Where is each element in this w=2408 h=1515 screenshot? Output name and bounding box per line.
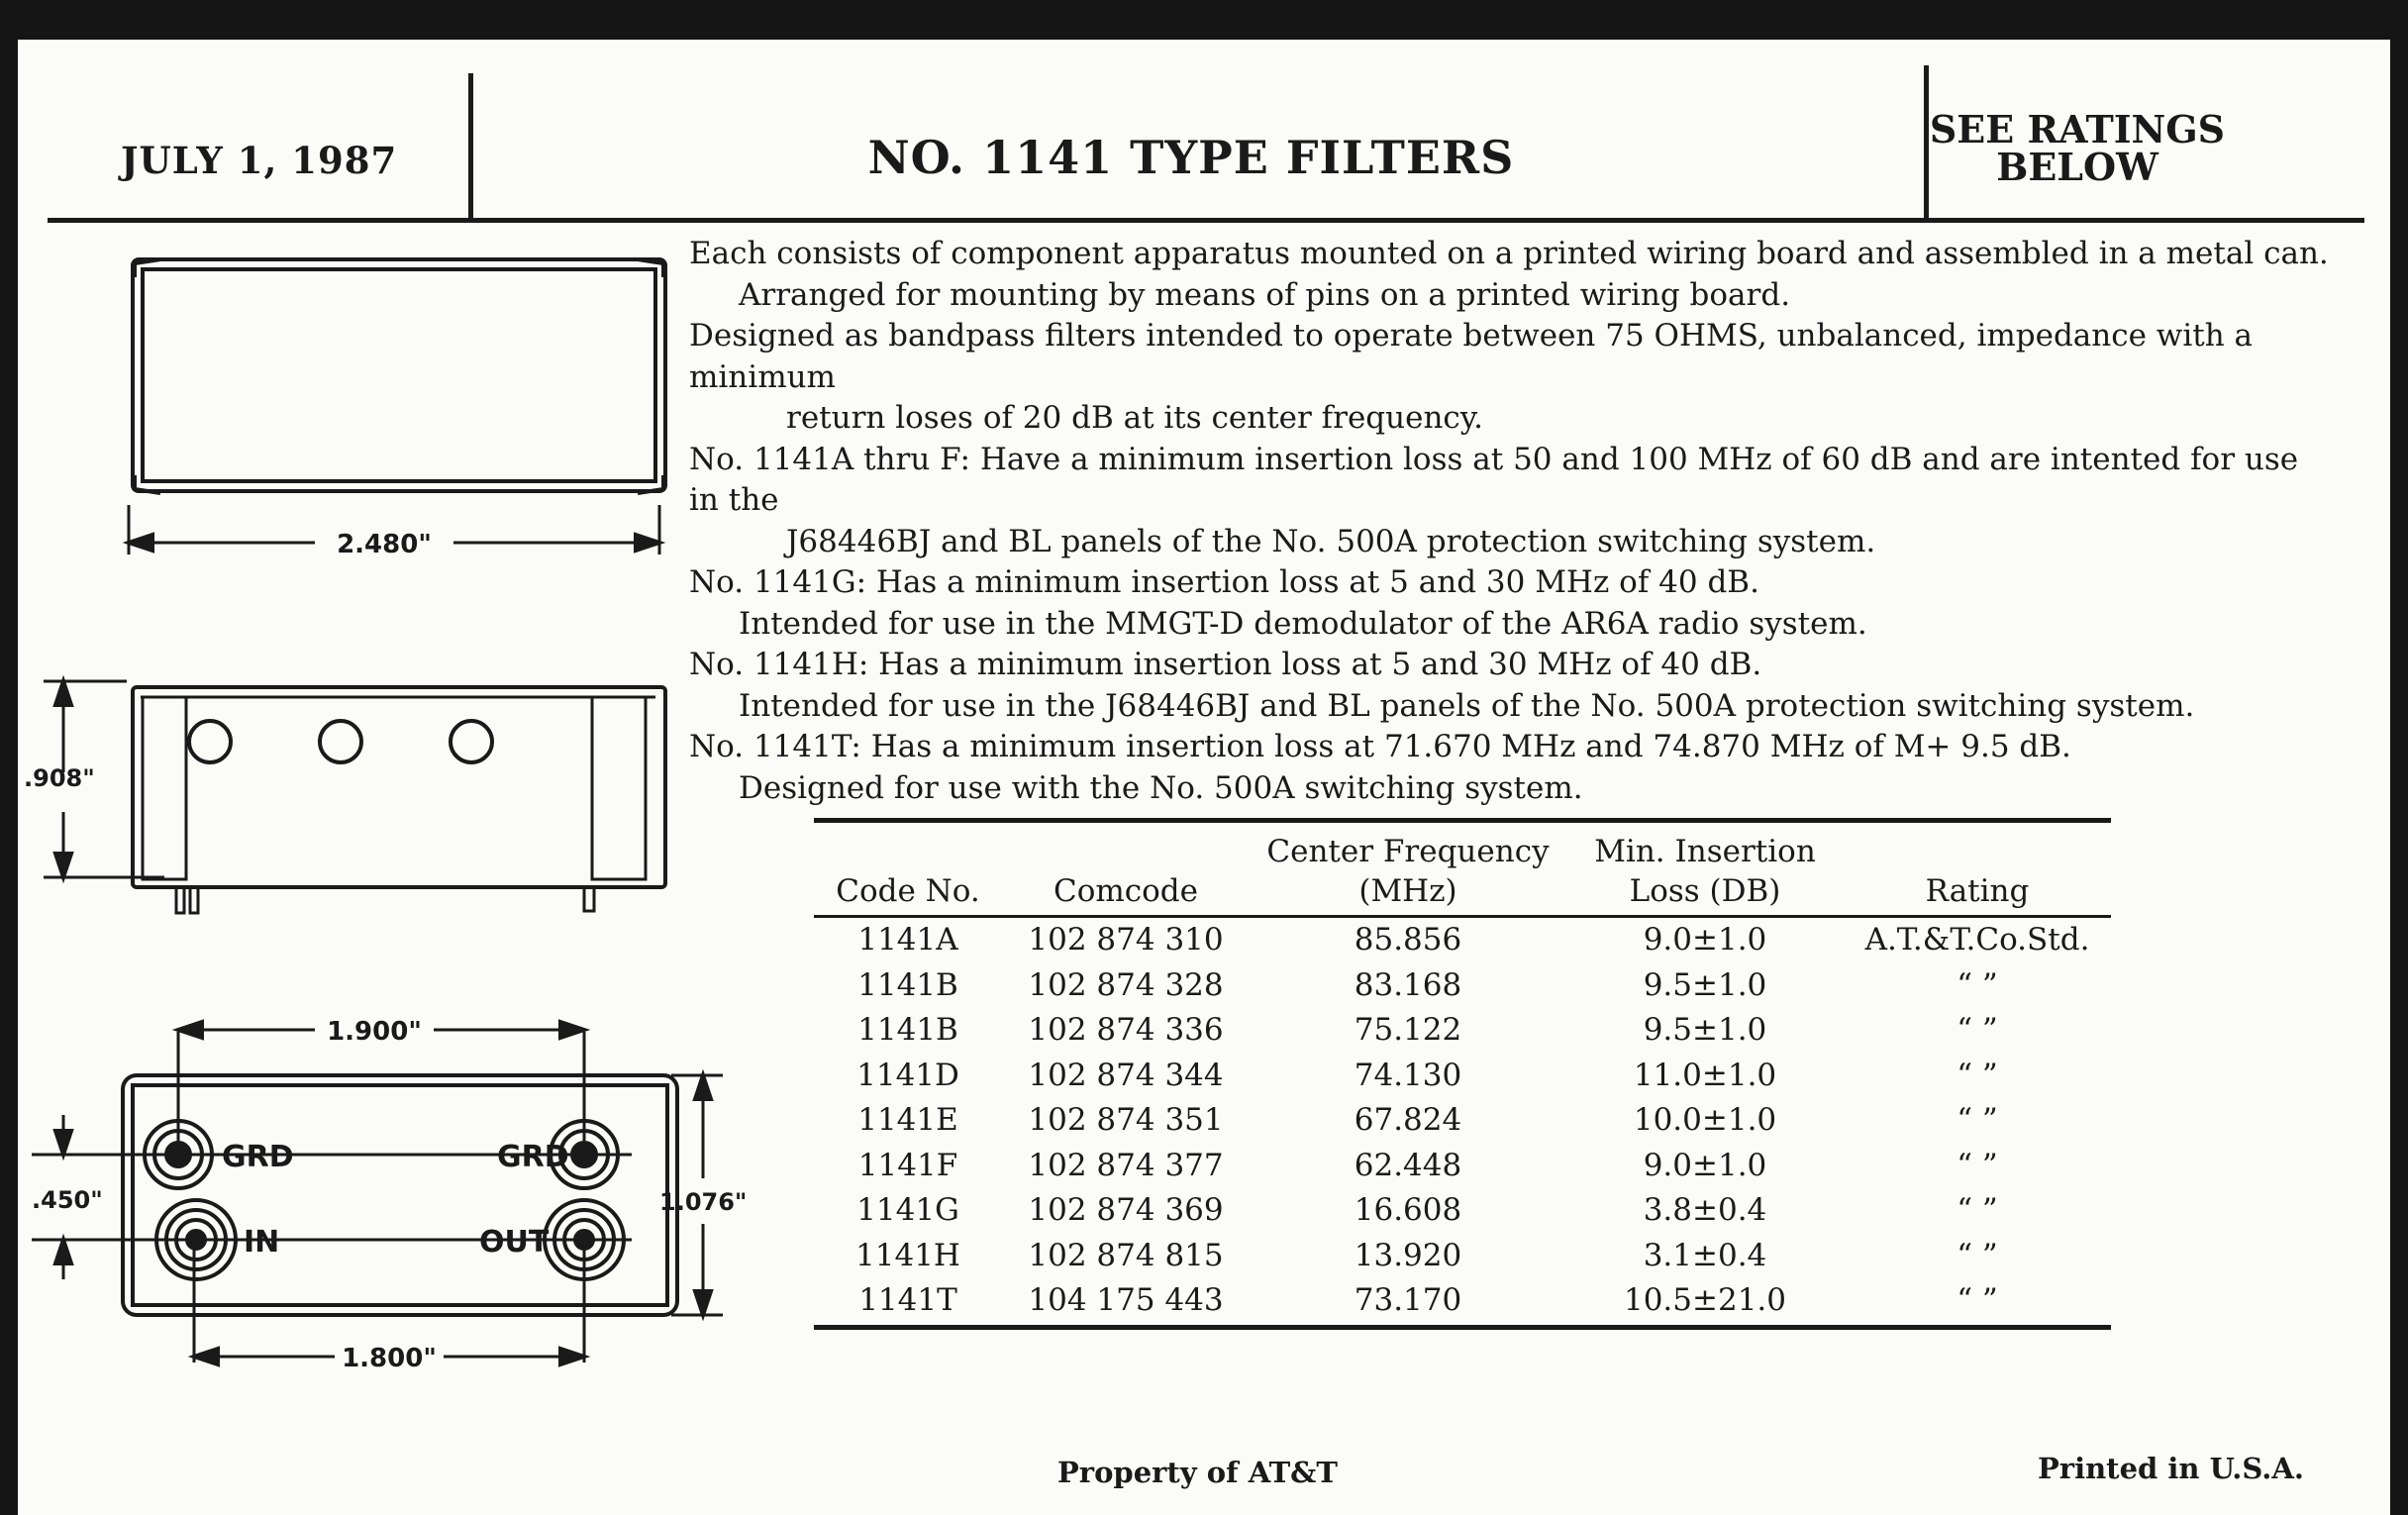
out-terminal [545, 1200, 624, 1279]
grd-label-left: GRD [222, 1140, 294, 1174]
ratings-note [1929, 107, 2226, 189]
column-header-loss-line1: Min. Insertion [1594, 834, 1816, 869]
cell-rating: A.T.&T.Co.Std. [1864, 922, 2090, 958]
description-line: return loses of 20 dB at its center frequency. [786, 400, 1484, 436]
column-header-loss [1566, 814, 1844, 917]
description [689, 234, 2333, 809]
cell-comcode: 102 874 377 [1028, 1147, 1224, 1183]
side-view-hole [451, 721, 492, 762]
description-line: No. 1141T: Has a minimum insertion loss at 71.670 MHz and 74.870 MHz of M+ 9.5 dB. [689, 729, 2071, 764]
table-row [814, 1008, 2111, 1054]
description-line: Designed for use with the No. 500A switching system. [739, 769, 1583, 806]
cell-rating: “ ” [1956, 1237, 1998, 1273]
cell-rating: “ ” [1956, 966, 1998, 1003]
table-row [814, 1098, 2111, 1144]
column-header-rating: Rating [1844, 814, 2111, 917]
cell-code: 1141H [855, 1237, 960, 1273]
cell-loss: 3.1±0.4 [1643, 1237, 1767, 1273]
cell-comcode: 102 874 815 [1028, 1237, 1224, 1273]
cell-code: 1141E [857, 1102, 958, 1138]
grd-terminal-left [145, 1121, 212, 1188]
description-line: No. 1141G: Has a minimum insertion loss at 5 and 30 MHz of 40 dB. [689, 564, 1759, 600]
table-row [814, 1054, 2111, 1099]
cell-comcode: 102 874 351 [1028, 1102, 1224, 1138]
ratings-note-line1: SEE RATINGS [1929, 107, 2226, 152]
description-paragraph [689, 645, 2333, 727]
cell-rating: “ ” [1956, 1192, 1998, 1228]
document-title: NO. 1141 TYPE FILTERS [867, 131, 1515, 184]
cell-code: 1141B [857, 966, 958, 1003]
cell-frequency: 67.824 [1354, 1102, 1462, 1138]
filter-drawings [18, 40, 748, 1373]
table-row [814, 917, 2111, 963]
cell-frequency: 16.608 [1354, 1192, 1462, 1228]
table-row [814, 1278, 2111, 1324]
description-paragraph [689, 234, 2333, 316]
cell-frequency: 62.448 [1354, 1147, 1462, 1183]
table-row [814, 1234, 2111, 1279]
in-terminal [156, 1200, 236, 1279]
table-bottom-rule [814, 1325, 2111, 1330]
cell-frequency: 83.168 [1354, 966, 1462, 1003]
column-header-code: Code No. [814, 814, 1002, 917]
cell-frequency: 13.920 [1354, 1237, 1462, 1273]
description-paragraph [689, 316, 2333, 440]
column-header-frequency [1250, 814, 1566, 917]
cell-comcode: 104 175 443 [1028, 1282, 1224, 1318]
description-line: Each consists of component apparatus mounted on a printed wiring board and assembled in a metal can. [689, 236, 2329, 271]
grd-label-right: GRD [497, 1140, 569, 1174]
footer-printed: Printed in U.S.A. [2038, 1452, 2304, 1485]
side-view-drawing [44, 681, 665, 913]
cell-comcode: 102 874 336 [1028, 1012, 1224, 1048]
cell-loss: 11.0±1.0 [1633, 1057, 1777, 1093]
pin-spacing-bottom-dimension: 1.800" [342, 1344, 437, 1373]
side-view-hole [320, 721, 361, 762]
side-view-hole [189, 721, 231, 762]
description-line: Intended for use in the J68446BJ and BL panels of the No. 500A protection switching system. [739, 687, 2195, 724]
cell-code: 1141A [857, 922, 958, 958]
cell-frequency: 74.130 [1354, 1057, 1462, 1093]
in-label: IN [244, 1225, 280, 1260]
cell-rating: “ ” [1956, 1057, 1998, 1093]
bottom-view-drawing [32, 1022, 723, 1364]
depth-dimension: 1.076" [659, 1188, 748, 1216]
cell-comcode: 102 874 328 [1028, 966, 1224, 1003]
cell-frequency: 75.122 [1354, 1012, 1462, 1048]
cell-rating: “ ” [1956, 1102, 1998, 1138]
description-paragraph [689, 727, 2333, 809]
footer-property: Property of AT&T [1057, 1456, 1338, 1489]
table-row [814, 1188, 2111, 1234]
pin-spacing-top-dimension: 1.900" [327, 1017, 422, 1047]
document-sheet [18, 40, 2390, 1515]
cell-comcode: 102 874 310 [1028, 922, 1224, 958]
cell-loss: 10.5±21.0 [1623, 1282, 1787, 1318]
side-height-dimension: .908" [24, 764, 95, 792]
cell-code: 1141D [856, 1057, 959, 1093]
column-header-frequency-line2: (MHz) [1358, 873, 1457, 909]
cell-code: 1141G [856, 1192, 959, 1228]
cell-loss: 9.5±1.0 [1643, 1012, 1767, 1048]
description-line: Intended for use in the MMGT-D demodulator of the AR6A radio system. [739, 605, 1867, 642]
description-line: Designed as bandpass filters intended to operate between 75 OHMS, unbalanced, impedance with a minimum [689, 318, 2254, 395]
cell-code: 1141B [857, 1012, 958, 1048]
description-line: No. 1141H: Has a minimum insertion loss at 5 and 30 MHz of 40 dB. [689, 647, 1762, 682]
cell-rating: “ ” [1956, 1282, 1998, 1318]
description-line: Arranged for mounting by means of pins on a printed wiring board. [739, 276, 1791, 313]
filter-ratings-table [814, 814, 2111, 1324]
cell-loss: 9.0±1.0 [1643, 1147, 1767, 1183]
top-view-drawing [129, 259, 665, 555]
document-date: JULY 1, 1987 [121, 139, 398, 182]
description-paragraph [689, 562, 2333, 645]
table-header-row [814, 814, 2111, 917]
cell-loss: 9.5±1.0 [1643, 966, 1767, 1003]
cell-frequency: 73.170 [1354, 1282, 1462, 1318]
cell-code: 1141F [857, 1147, 958, 1183]
cell-comcode: 102 874 344 [1028, 1057, 1224, 1093]
cell-rating: “ ” [1956, 1147, 1998, 1183]
description-paragraph [689, 440, 2333, 563]
cell-rating: “ ” [1956, 1012, 1998, 1048]
table-row [814, 1144, 2111, 1189]
out-label: OUT [479, 1225, 550, 1260]
row-spacing-dimension: .450" [32, 1186, 103, 1214]
column-header-comcode: Comcode [1002, 814, 1250, 917]
cell-code: 1141T [858, 1282, 957, 1318]
cell-loss: 9.0±1.0 [1643, 922, 1767, 958]
column-header-frequency-line1: Center Frequency [1266, 834, 1550, 869]
description-line: No. 1141A thru F: Have a minimum insertion loss at 50 and 100 MHz of 60 dB and are intented for use in the [689, 441, 2299, 518]
cell-frequency: 85.856 [1354, 922, 1462, 958]
ratings-note-line2: BELOW [1996, 145, 2158, 189]
cell-comcode: 102 874 369 [1028, 1192, 1224, 1228]
table-row [814, 963, 2111, 1009]
column-header-loss-line2: Loss (DB) [1629, 873, 1781, 909]
cell-loss: 10.0±1.0 [1633, 1102, 1777, 1138]
cell-loss: 3.8±0.4 [1643, 1192, 1767, 1228]
description-line: J68446BJ and BL panels of the No. 500A protection switching system. [786, 523, 1876, 559]
top-width-dimension: 2.480" [337, 530, 432, 559]
